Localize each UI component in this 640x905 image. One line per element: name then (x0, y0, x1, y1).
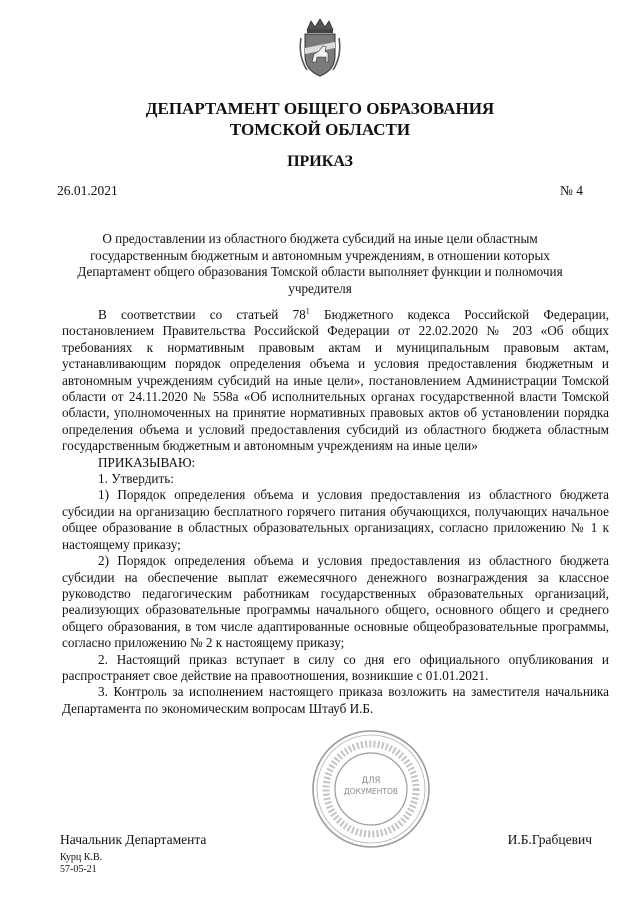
tomsk-coat-of-arms-icon (297, 18, 343, 78)
executor-phone: 57-05-21 (60, 864, 97, 875)
org-name-line2: ТОМСКОЙ ОБЛАСТИ (229, 120, 411, 139)
signatory-name: И.Б.Грабцевич (507, 832, 592, 847)
item-1-2: 2) Порядок определения объема и условия предоставления из областного бюджета субсидии на обеспечение выплат ежемесячного денежного вознаграждения за классное руководство педагогическим работникам государственных образовательных организаций, реализующих образовательные программы начального общего, основного общего и среднего общего образования, в том числе адаптированные основные общеобразовательные программы, согласно приложению № 2 к настоящему приказу; (62, 553, 609, 651)
intro-text-rest: Бюджетного кодекса Российской Федерации, постановлением Правительства Российской Федерации от 22.02.2020 № 203 «Об общих требованиях к нормативным правовым актам и муниципальным правовым актам, устанавливающим порядок определения объема и условия предоставления бюджетным и автономным учреждениям субсидий на иные цели», постановлением Администрации Томской области от 24.11.2020 № 558а «Об исполнительных органах государственной власти Томской области, уполномоченных на принятие нормативных правовых актов об установлении порядка определения объема и условий предоставления субсидий из областного бюджета областным государственным бюджетным и автономным учреждениям на иные цели» (62, 307, 609, 454)
executor-info (60, 852, 102, 876)
item-2: 2. Настоящий приказ вступает в силу со дня его официального опубликования и распространяет свое действие на правоотношения, возникшие с 01.01.2021. (62, 651, 609, 683)
order-word: ПРИКАЗЫВАЮ: (98, 454, 196, 470)
stamp-text-line2: ДОКУМЕНТОВ (343, 787, 399, 796)
signatory-position: Начальник Департамента (60, 832, 207, 847)
stamp-text-line1: ДЛЯ (361, 776, 381, 786)
intro-paragraph (62, 307, 609, 455)
document-body (62, 307, 609, 717)
document-date: 26.01.2021 (57, 183, 118, 198)
article-superscript: 1 (305, 306, 310, 316)
item-3: 3. Контроль за исполнением настоящего приказа возложить на заместителя начальника Департамента по экономическим вопросам Штауб И.Б. (62, 684, 609, 716)
document-subject: О предоставлении из областного бюджета субсидий на иные цели областным государственным бюджетным и автономным учреждениям, в отношении которых Департамент общего образования Томской области выполняет функции и полномочия учредителя (77, 231, 563, 296)
org-name-line1: ДЕПАРТАМЕНТ ОБЩЕГО ОБРАЗОВАНИЯ (145, 99, 495, 118)
round-stamp-icon (309, 727, 433, 851)
item-1-1: 1) Порядок определения объема и условия предоставления из областного бюджета субсидии на организацию бесплатного горячего питания обучающихся, получающих начальное общее образование в областных образовательных организациях, согласно приложению № 1 к настоящему приказу; (62, 487, 609, 552)
document-type: ПРИКАЗ (287, 153, 353, 170)
document-number: № 4 (559, 183, 583, 198)
executor-name: Курц К.В. (60, 852, 103, 863)
item-1: 1. Утвердить: (98, 471, 174, 487)
intro-text-start: В соответствии со статьей 78 (98, 307, 306, 322)
